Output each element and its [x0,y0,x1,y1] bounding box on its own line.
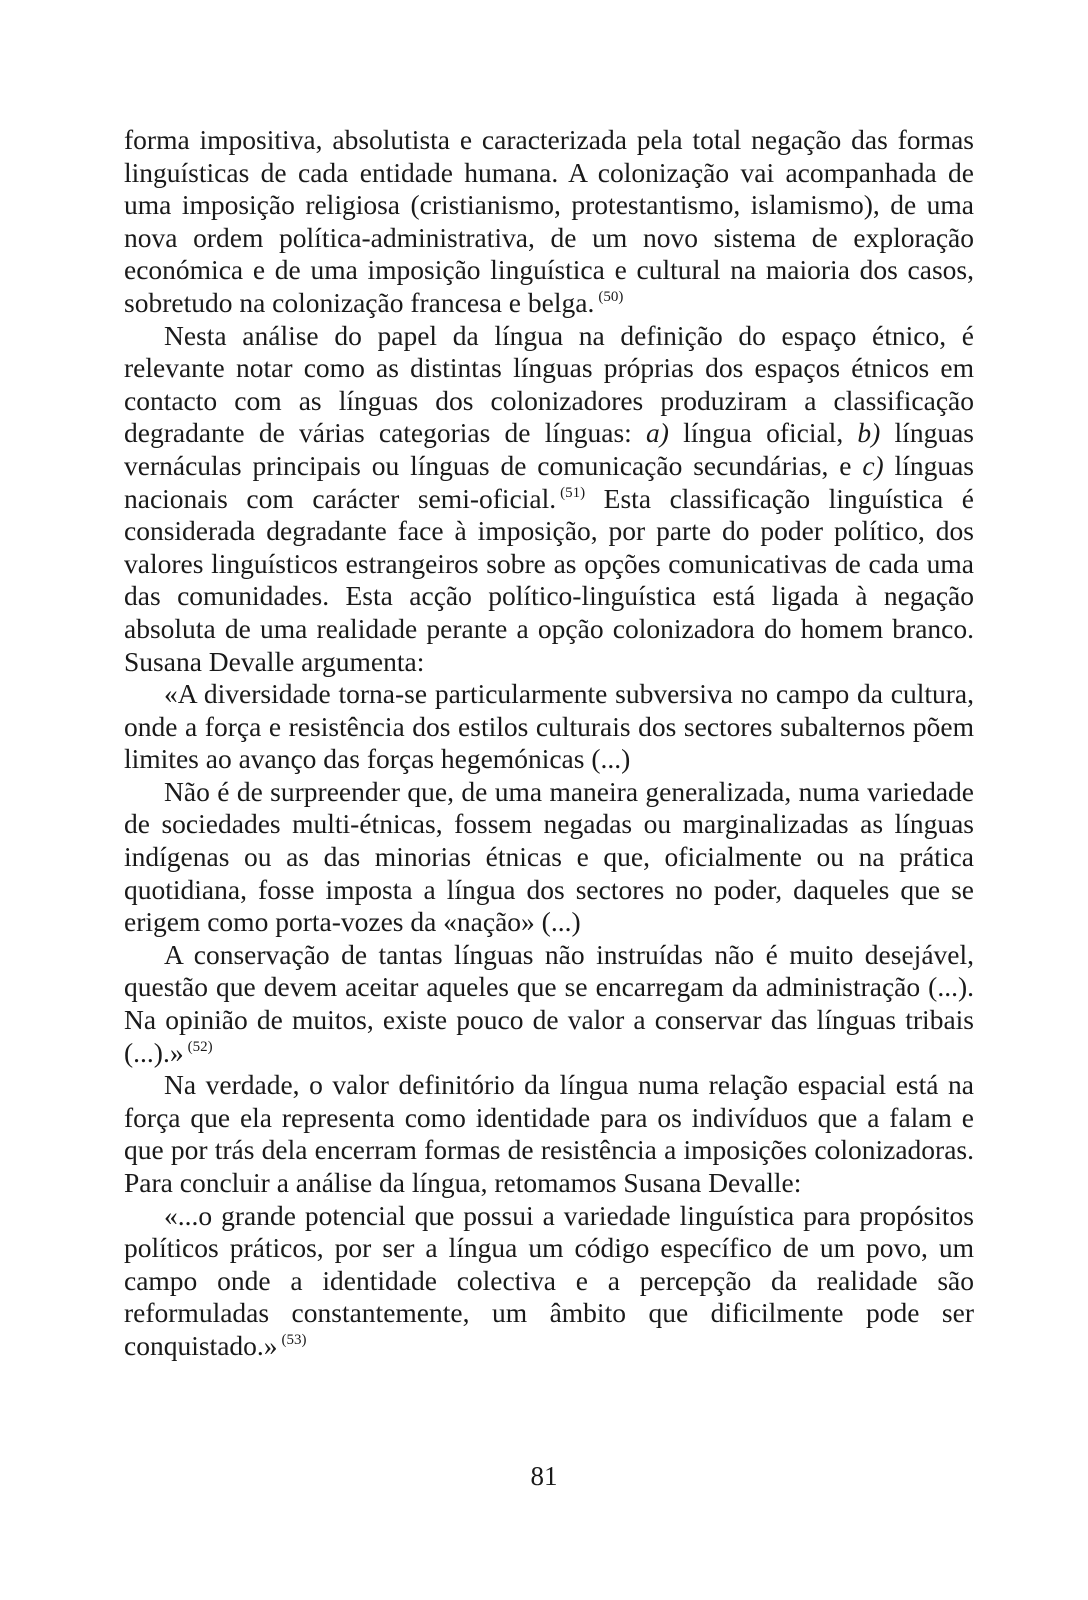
paragraph-p6 [124,1069,974,1199]
paragraph-p5 [124,939,974,1069]
footnote-reference: (50) [598,288,624,305]
footnote-reference: (53) [281,1331,307,1348]
text-run: forma impositiva, absolutista e caracterizada pela total negação das formas linguísticas de cada entidade humana. A colonização vai acompanhada de uma imposição religiosa (cristianismo, protestantismo, islamismo), de uma nova ordem política-administrativa, de um novo sistema de exploração económica e de uma imposição linguística e cultural na maioria dos casos, sobretudo na colonização francesa e belga. [124,124,974,318]
text-run: «A diversidade torna-se particularmente subversiva no campo da cultura, onde a força e resistência dos estilos culturais dos sectores subalternos põem limites ao avanço das forças hegemónicas (...) [124,678,974,775]
paragraph-p4 [124,776,974,939]
text-run: Esta classificação linguística é considerada degradante face à imposição, por parte do poder político, dos valores linguísticos estrangeiros sobre as opções comunicativas de cada uma das comunidades. Esta acção político-linguística está ligada à negação absoluta de uma realidade perante a opção colonizadora do homem branco. Susana Devalle argumenta: [124,482,974,677]
text-run: Na verdade, o valor definitório da língua numa relação espacial está na força que ela representa como identidade para os indivíduos que a falam e que por trás dela encerram formas de resistência a imposições colonizadoras. Para concluir a análise da língua, retomamos Susana Devalle: [124,1069,974,1198]
text-run: A conservação de tantas línguas não instruídas não é muito desejável, questão que devem aceitar aqueles que se encarregam da administração (...). Na opinião de muitos, existe pouco de valor a conservar das línguas tribais (...).» [124,938,974,1068]
text-run: línguas vernáculas principais ou línguas de comunicação secundárias, e [124,417,974,481]
paragraph-p7 [124,1200,974,1363]
text-run: línguas nacionais com carácter semi-oficial. [124,449,974,514]
paragraph-p3 [124,678,974,776]
text-run: Nesta análise do papel da língua na definição do espaço étnico, é relevante notar como as distintas línguas próprias dos espaços étnicos em contacto com as línguas dos colonizadores produziram a classificação degradante de várias categorias de línguas: [124,319,974,449]
page-number: 81 [530,1461,558,1491]
text-run: Não é de surpreender que, de uma maneira generalizada, numa variedade de sociedades multi-étnicas, fossem negadas ou marginalizadas as línguas indígenas ou as das minorias étnicas e que, oficialmente ou na prática quotidiana, fosse imposta a língua dos sectores no poder, daqueles que se erigem como porta-vozes da «nação» (...) [124,775,974,938]
enumeration-label: a) [646,417,669,449]
footnote-reference: (52) [187,1038,213,1055]
text-run: «...o grande potencial que possui a variedade linguística para propósitos políticos práticos, por ser a língua um código específico de um povo, um campo onde a identidade colectiva e a percepção da realidade são reformuladas constantemente, um âmbito que dificilmente pode ser conquistado.» [124,1199,974,1361]
paragraph-p1 [124,124,974,320]
enumeration-label: b) [857,417,881,449]
paragraph-p2 [124,320,974,679]
page-body [124,124,974,1363]
enumeration-label: c) [862,449,884,481]
footnote-reference: (51) [560,484,586,501]
text-run: língua oficial, [668,417,858,449]
